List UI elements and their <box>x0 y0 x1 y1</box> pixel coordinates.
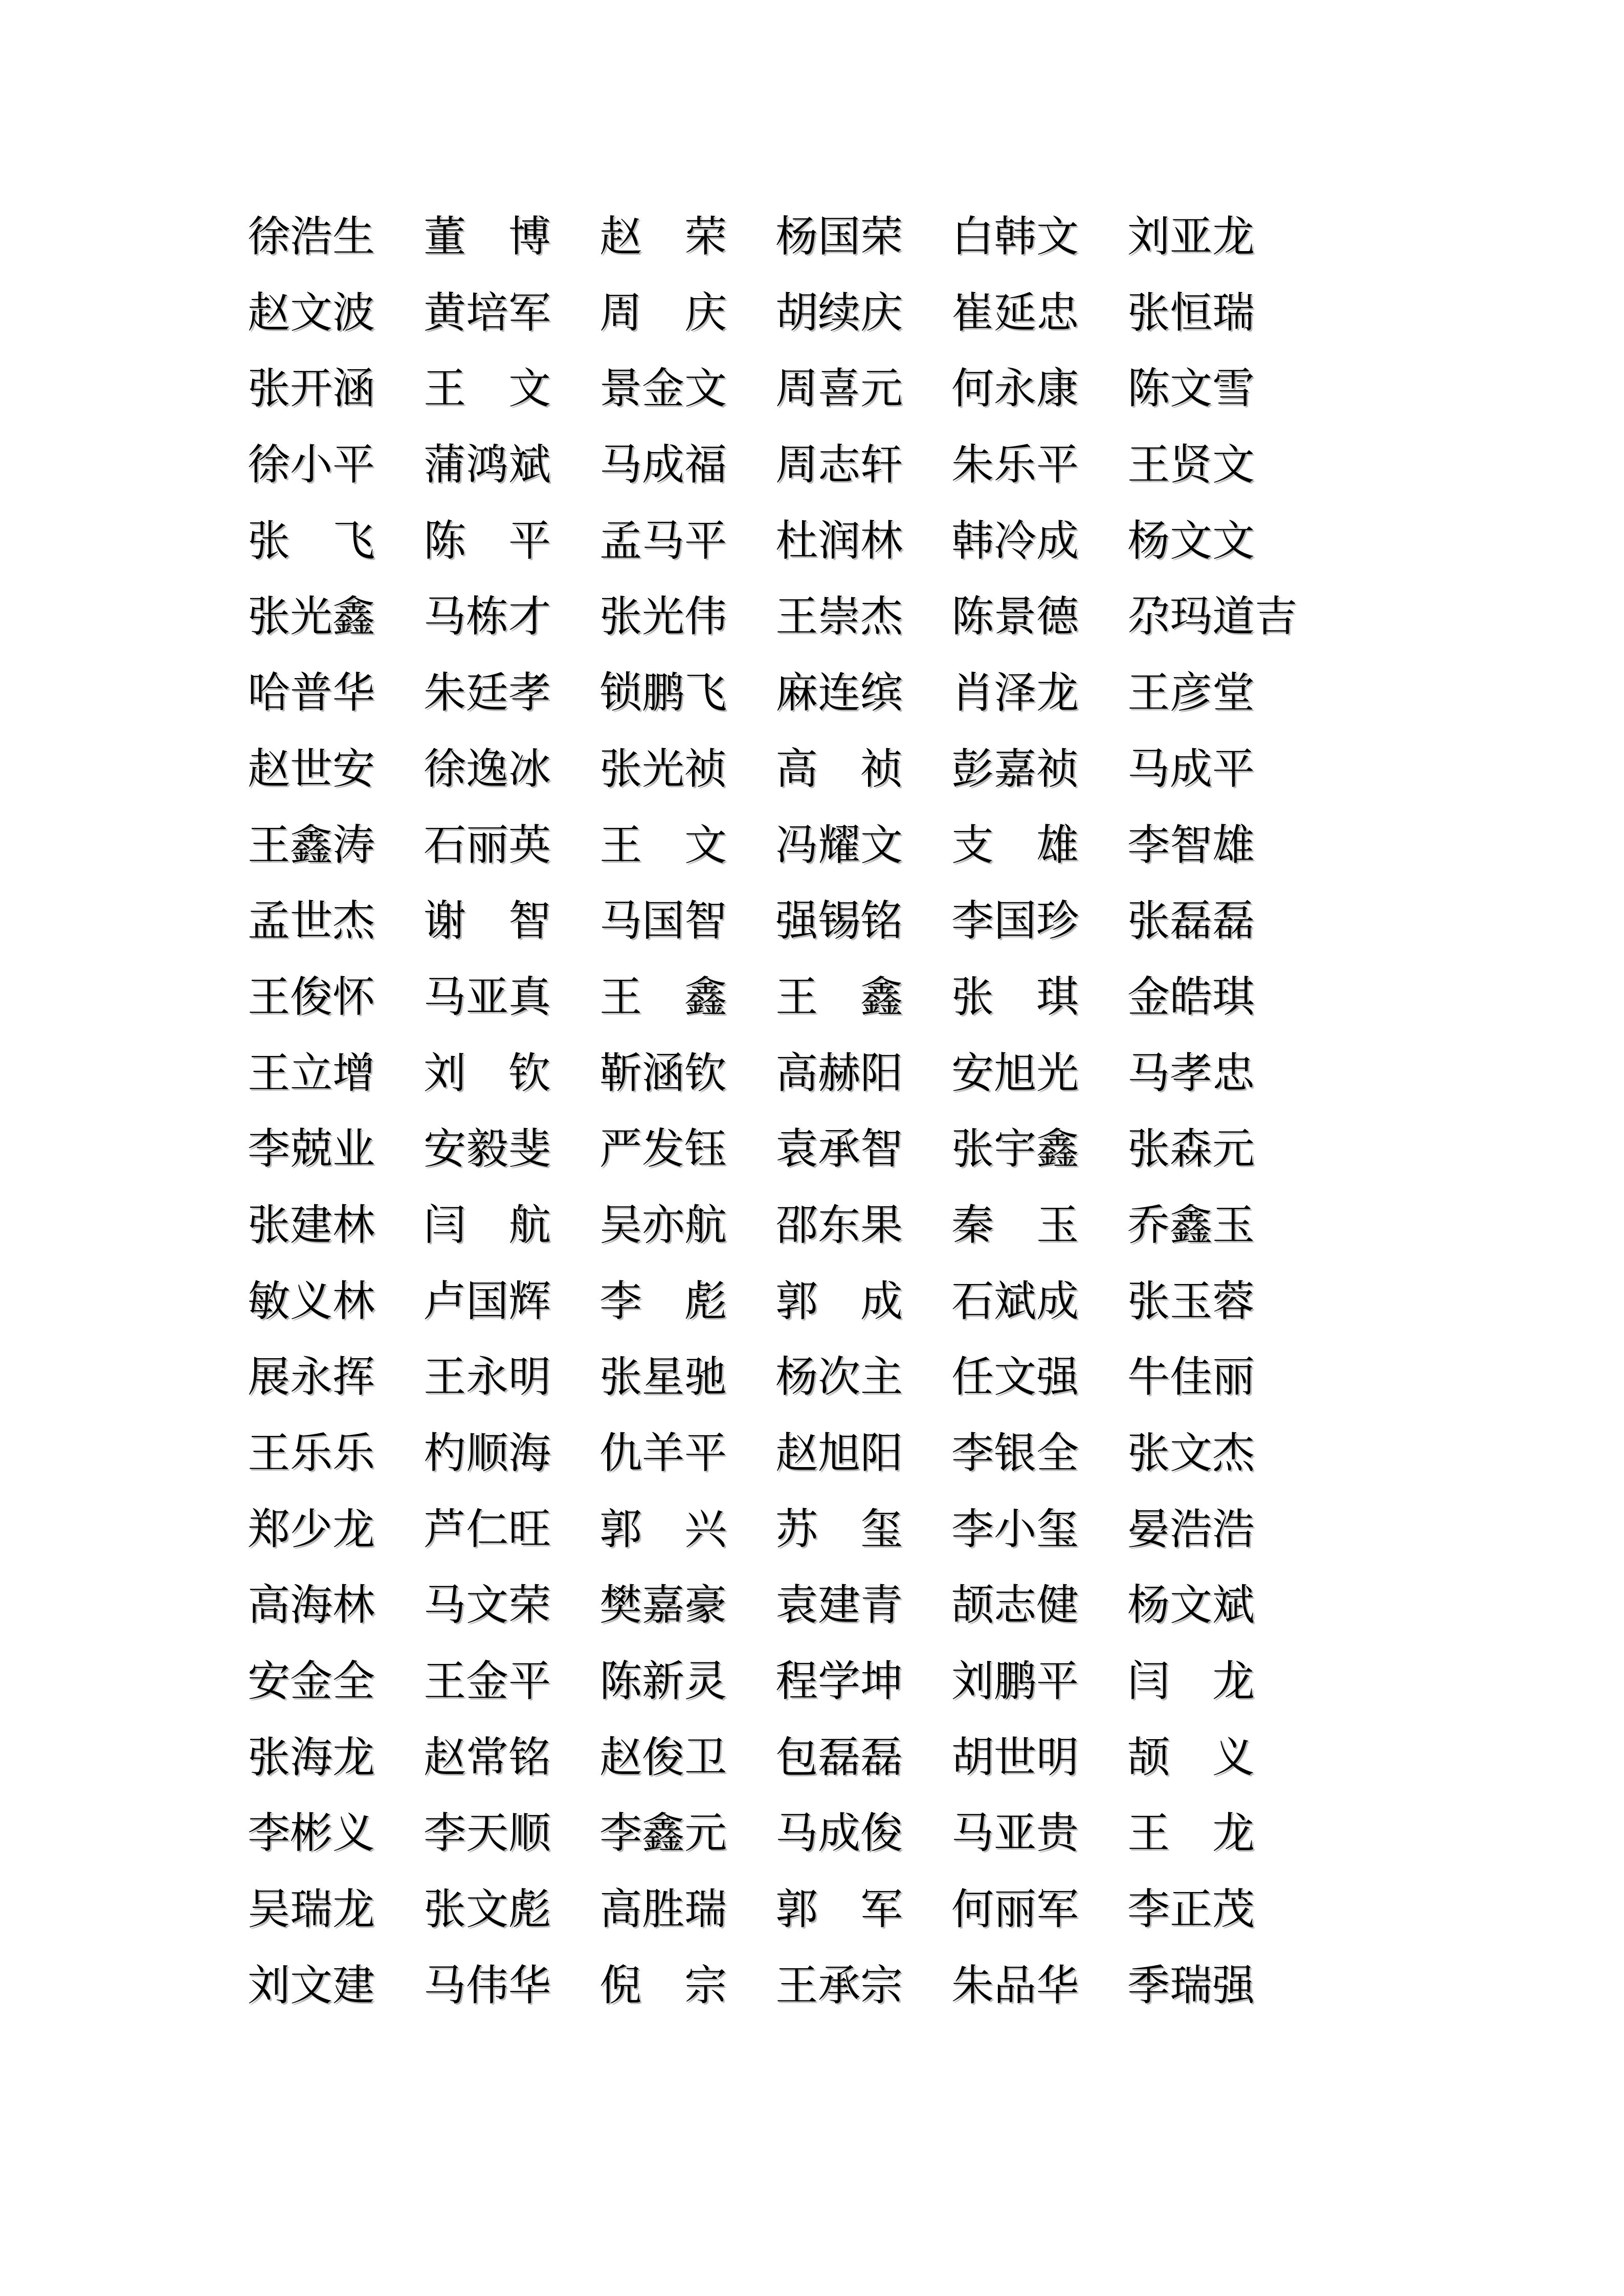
name-cell: 赵常铭 <box>424 1734 551 1781</box>
name-cell: 金皓琪 <box>1127 973 1255 1021</box>
name-cell: 赵旭阳 <box>775 1430 903 1477</box>
name-cell: 崔延忠 <box>951 289 1079 336</box>
name-cell: 闫 航 <box>424 1201 551 1249</box>
name-cell: 景金文 <box>599 365 727 413</box>
name-cell: 李鑫元 <box>599 1810 727 1857</box>
name-cell: 马成平 <box>1127 745 1255 793</box>
name-cell: 袁承智 <box>775 1126 903 1173</box>
name-cell: 敏义林 <box>248 1277 375 1325</box>
name-cell: 闫 龙 <box>1127 1658 1255 1705</box>
name-cell: 石丽英 <box>424 821 551 869</box>
name-cell: 朱品华 <box>951 1962 1079 2009</box>
name-cell: 安旭光 <box>951 1049 1079 1097</box>
name-cell: 李 彪 <box>599 1277 727 1325</box>
name-cell: 颉志健 <box>951 1582 1079 1629</box>
name-cell: 王俊怀 <box>248 973 375 1021</box>
name-cell: 张森元 <box>1127 1126 1255 1173</box>
name-cell: 陈 平 <box>424 517 551 565</box>
name-cell: 张开涵 <box>248 365 375 413</box>
name-cell: 李正茂 <box>1127 1886 1255 1933</box>
name-cell: 颉 义 <box>1127 1734 1255 1781</box>
name-cell: 冯耀文 <box>775 821 903 869</box>
name-cell: 王承宗 <box>775 1962 903 2009</box>
name-cell: 袁建青 <box>775 1582 903 1629</box>
name-cell: 李智雄 <box>1127 821 1255 869</box>
name-cell: 徐逸冰 <box>424 745 551 793</box>
name-cell: 高海林 <box>248 1582 375 1629</box>
name-roster-grid <box>248 199 1297 2024</box>
name-cell: 樊嘉豪 <box>599 1582 727 1629</box>
name-cell: 孟世杰 <box>248 897 375 945</box>
name-cell: 刘 钦 <box>424 1049 551 1097</box>
name-cell: 牛佳丽 <box>1127 1354 1255 1401</box>
name-cell: 周喜元 <box>775 365 903 413</box>
name-cell: 谢 智 <box>424 897 551 945</box>
name-cell: 彭嘉祯 <box>951 745 1079 793</box>
name-cell: 靳涵钦 <box>599 1049 727 1097</box>
name-cell: 胡世明 <box>951 1734 1079 1781</box>
name-cell: 李天顺 <box>424 1810 551 1857</box>
name-cell: 强锡铭 <box>775 897 903 945</box>
name-cell: 马成俊 <box>775 1810 903 1857</box>
name-cell: 支 雄 <box>951 821 1079 869</box>
name-cell: 郭 军 <box>775 1886 903 1933</box>
name-cell: 王彦堂 <box>1127 669 1255 717</box>
name-cell: 王乐乐 <box>248 1430 375 1477</box>
name-cell: 尕玛道吉 <box>1127 593 1297 641</box>
name-cell: 张建林 <box>248 1201 375 1249</box>
name-cell: 肖泽龙 <box>951 669 1079 717</box>
name-cell: 张 飞 <box>248 517 375 565</box>
name-cell: 杨文文 <box>1127 517 1255 565</box>
name-cell: 李兢业 <box>248 1126 375 1173</box>
name-cell: 王 文 <box>599 821 727 869</box>
name-cell: 刘亚龙 <box>1127 213 1255 260</box>
name-cell: 王鑫涛 <box>248 821 375 869</box>
name-cell: 锁鹏飞 <box>599 669 727 717</box>
name-cell: 董 博 <box>424 213 551 260</box>
name-cell: 马国智 <box>599 897 727 945</box>
name-cell: 张光鑫 <box>248 593 375 641</box>
name-cell: 张光祯 <box>599 745 727 793</box>
name-cell: 马伟华 <box>424 1962 551 2009</box>
name-cell: 陈文雪 <box>1127 365 1255 413</box>
name-cell: 赵世安 <box>248 745 375 793</box>
name-cell: 张文彪 <box>424 1886 551 1933</box>
name-cell: 哈普华 <box>248 669 375 717</box>
name-cell: 杨文斌 <box>1127 1582 1255 1629</box>
name-cell: 李国珍 <box>951 897 1079 945</box>
name-cell: 郭 兴 <box>599 1505 727 1553</box>
name-cell: 吴瑞龙 <box>248 1886 375 1933</box>
name-cell: 何丽军 <box>951 1886 1079 1933</box>
name-cell: 马文荣 <box>424 1582 551 1629</box>
name-cell: 石斌成 <box>951 1277 1079 1325</box>
name-cell: 张 琪 <box>951 973 1079 1021</box>
name-cell: 王贤文 <box>1127 441 1255 489</box>
name-cell: 张玉蓉 <box>1127 1277 1255 1325</box>
name-cell: 王立增 <box>248 1049 375 1097</box>
name-cell: 蒲鸿斌 <box>424 441 551 489</box>
name-cell: 王金平 <box>424 1658 551 1705</box>
name-cell: 马孝忠 <box>1127 1049 1255 1097</box>
name-cell: 徐小平 <box>248 441 375 489</box>
name-cell: 张恒瑞 <box>1127 289 1255 336</box>
name-cell: 展永挥 <box>248 1354 375 1401</box>
name-cell: 杨次主 <box>775 1354 903 1401</box>
name-cell: 安金全 <box>248 1658 375 1705</box>
name-cell: 张磊磊 <box>1127 897 1255 945</box>
name-cell: 马亚贵 <box>951 1810 1079 1857</box>
name-cell: 李彬义 <box>248 1810 375 1857</box>
name-cell: 白韩文 <box>951 213 1079 260</box>
name-cell: 张文杰 <box>1127 1430 1255 1477</box>
name-cell: 马亚真 <box>424 973 551 1021</box>
name-cell: 赵 荣 <box>599 213 727 260</box>
name-cell: 黄培军 <box>424 289 551 336</box>
name-cell: 赵俊卫 <box>599 1734 727 1781</box>
name-cell: 刘鹏平 <box>951 1658 1079 1705</box>
name-cell: 王 龙 <box>1127 1810 1255 1857</box>
name-cell: 孟马平 <box>599 517 727 565</box>
name-cell: 乔鑫玉 <box>1127 1201 1255 1249</box>
name-cell: 王 鑫 <box>599 973 727 1021</box>
name-cell: 王 鑫 <box>775 973 903 1021</box>
name-cell: 赵文波 <box>248 289 375 336</box>
name-cell: 晏浩浩 <box>1127 1505 1255 1553</box>
name-cell: 周 庆 <box>599 289 727 336</box>
name-cell: 陈新灵 <box>599 1658 727 1705</box>
name-cell: 季瑞强 <box>1127 1962 1255 2009</box>
name-cell: 马栋才 <box>424 593 551 641</box>
name-cell: 仇羊平 <box>599 1430 727 1477</box>
name-cell: 倪 宗 <box>599 1962 727 2009</box>
name-cell: 张宇鑫 <box>951 1126 1079 1173</box>
name-cell: 邵东果 <box>775 1201 903 1249</box>
name-cell: 张海龙 <box>248 1734 375 1781</box>
name-cell: 李银全 <box>951 1430 1079 1477</box>
name-cell: 何永康 <box>951 365 1079 413</box>
name-cell: 郑少龙 <box>248 1505 375 1553</box>
name-cell: 严发钰 <box>599 1126 727 1173</box>
name-cell: 高 祯 <box>775 745 903 793</box>
name-cell: 马成福 <box>599 441 727 489</box>
name-cell: 王 文 <box>424 365 551 413</box>
name-cell: 杜润林 <box>775 517 903 565</box>
name-cell: 张星驰 <box>599 1354 727 1401</box>
name-cell: 李小玺 <box>951 1505 1079 1553</box>
name-cell: 胡续庆 <box>775 289 903 336</box>
name-cell: 刘文建 <box>248 1962 375 2009</box>
name-cell: 朱廷孝 <box>424 669 551 717</box>
name-cell: 张光伟 <box>599 593 727 641</box>
name-cell: 周志轩 <box>775 441 903 489</box>
name-cell: 包磊磊 <box>775 1734 903 1781</box>
name-cell: 朱乐平 <box>951 441 1079 489</box>
name-cell: 安毅斐 <box>424 1126 551 1173</box>
name-cell: 吴亦航 <box>599 1201 727 1249</box>
name-cell: 王崇杰 <box>775 593 903 641</box>
name-cell: 苏 玺 <box>775 1505 903 1553</box>
name-cell: 杓顺海 <box>424 1430 551 1477</box>
name-cell: 陈景德 <box>951 593 1079 641</box>
name-cell: 高胜瑞 <box>599 1886 727 1933</box>
name-cell: 芦仁旺 <box>424 1505 551 1553</box>
name-cell: 王永明 <box>424 1354 551 1401</box>
name-cell: 韩冷成 <box>951 517 1079 565</box>
name-cell: 杨国荣 <box>775 213 903 260</box>
name-cell: 秦 玉 <box>951 1201 1079 1249</box>
name-cell: 高赫阳 <box>775 1049 903 1097</box>
name-cell: 徐浩生 <box>248 213 375 260</box>
name-cell: 程学坤 <box>775 1658 903 1705</box>
name-cell: 卢国辉 <box>424 1277 551 1325</box>
name-cell: 麻连缤 <box>775 669 903 717</box>
name-cell: 郭 成 <box>775 1277 903 1325</box>
name-cell: 任文强 <box>951 1354 1079 1401</box>
